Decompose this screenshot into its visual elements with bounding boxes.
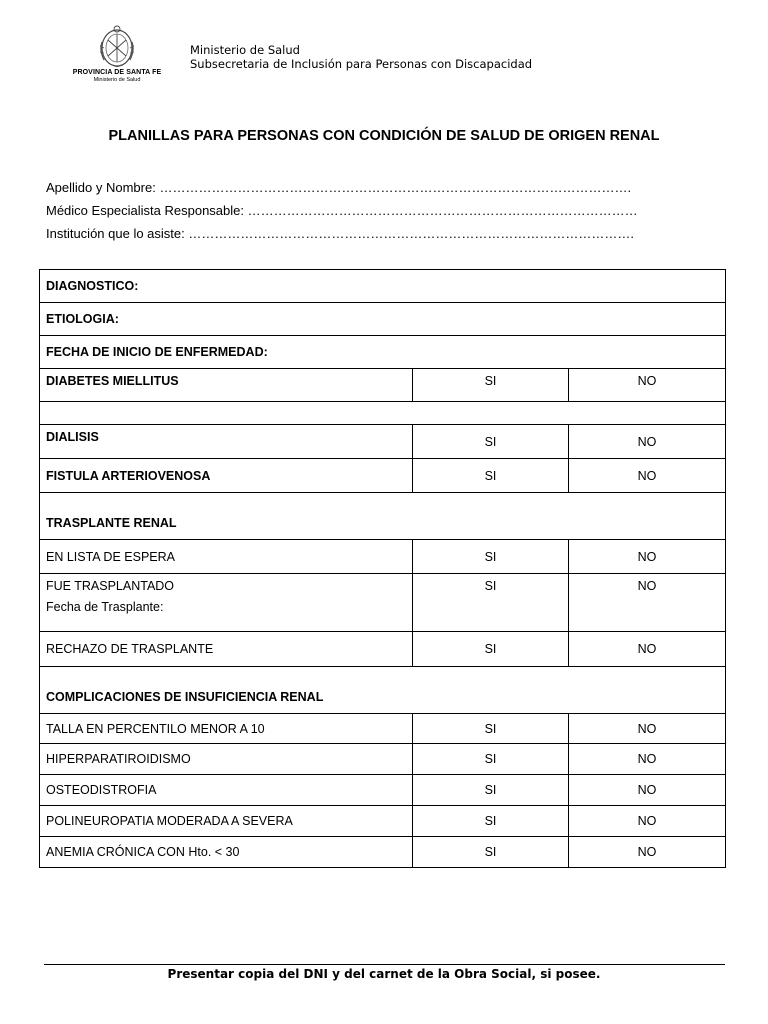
diagnostico-label[interactable]: DIAGNOSTICO:	[40, 270, 726, 303]
patient-fields	[46, 176, 638, 245]
table-row	[40, 493, 726, 540]
dialisis-label: DIALISIS	[40, 425, 413, 459]
fistula-label: FISTULA ARTERIOVENOSA	[40, 459, 413, 493]
osteodistrofia-no[interactable]: NO	[569, 775, 726, 806]
table-row	[40, 806, 726, 837]
rechazo-si[interactable]: SI	[413, 632, 569, 667]
lista-espera-no[interactable]: NO	[569, 540, 726, 574]
complicaciones-heading: COMPLICACIONES DE INSUFICIENCIA RENAL	[40, 667, 726, 714]
fecha-inicio-label[interactable]: FECHA DE INICIO DE ENFERMEDAD:	[40, 336, 726, 369]
diabetes-si[interactable]: SI	[413, 369, 569, 402]
etiologia-label[interactable]: ETIOLOGIA:	[40, 303, 726, 336]
lista-espera-label: EN LISTA DE ESPERA	[40, 540, 413, 574]
anemia-label: ANEMIA CRÓNICA CON Hto. < 30	[40, 837, 413, 868]
santa-fe-logo	[62, 24, 172, 83]
header-text	[190, 43, 532, 71]
osteodistrofia-label: OSTEODISTROFIA	[40, 775, 413, 806]
fistula-si[interactable]: SI	[413, 459, 569, 493]
dialisis-no[interactable]: NO	[569, 425, 726, 459]
hiperparatiroidismo-label: HIPERPARATIROIDISMO	[40, 744, 413, 775]
coat-of-arms-icon	[96, 24, 138, 68]
trasplante-heading: TRASPLANTE RENAL	[40, 493, 726, 540]
diabetes-no[interactable]: NO	[569, 369, 726, 402]
logo-province-text: PROVINCIA DE SANTA FE	[72, 69, 162, 76]
table-row	[40, 632, 726, 667]
anemia-no[interactable]: NO	[569, 837, 726, 868]
fecha-trasplante-label[interactable]: Fecha de Trasplante:	[46, 600, 164, 614]
table-row	[40, 714, 726, 744]
table-row	[40, 540, 726, 574]
fue-trasplantado-no[interactable]: NO	[569, 574, 726, 632]
field-apellido-nombre[interactable]: Apellido y Nombre: ……………………………………………………………………………………………….	[46, 180, 632, 195]
table-row	[40, 369, 726, 402]
table-row-spacer	[40, 402, 726, 425]
table-row	[40, 425, 726, 459]
talla-si[interactable]: SI	[413, 714, 569, 744]
subsecretaria-name: Subsecretaria de Inclusión para Personas con Discapacidad	[190, 57, 533, 71]
table-row	[40, 459, 726, 493]
fistula-no[interactable]: NO	[569, 459, 726, 493]
rechazo-label: RECHAZO DE TRASPLANTE	[40, 632, 413, 667]
field-medico-responsable[interactable]: Médico Especialista Responsable: ………………………………………………………………………………	[46, 203, 638, 218]
anemia-si[interactable]: SI	[413, 837, 569, 868]
dialisis-si[interactable]: SI	[413, 425, 569, 459]
talla-no[interactable]: NO	[569, 714, 726, 744]
table-row	[40, 303, 726, 336]
table-row	[40, 270, 726, 303]
diabetes-label: DIABETES MIELLITUS	[40, 369, 413, 402]
table-row	[40, 775, 726, 806]
fue-trasplantado-cell	[40, 574, 413, 632]
page-title: PLANILLAS PARA PERSONAS CON CONDICIÓN DE SALUD DE ORIGEN RENAL	[108, 128, 660, 144]
logo-ministry-text: Ministerio de Salud	[93, 77, 141, 83]
hiperparatiroidismo-si[interactable]: SI	[413, 744, 569, 775]
field-institucion[interactable]: Institución que lo asiste: ………………………………………………………………………………………….	[46, 226, 634, 241]
table-row	[40, 336, 726, 369]
talla-label: TALLA EN PERCENTILO MENOR A 10	[40, 714, 413, 744]
footer-note: Presentar copia del DNI y del carnet de la Obra Social, si posee.	[167, 967, 601, 981]
polineuropatia-si[interactable]: SI	[413, 806, 569, 837]
polineuropatia-no[interactable]: NO	[569, 806, 726, 837]
fue-trasplantado-si[interactable]: SI	[413, 574, 569, 632]
fue-trasplantado-label: FUE TRASPLANTADO	[46, 579, 175, 593]
osteodistrofia-si[interactable]: SI	[413, 775, 569, 806]
table-row	[40, 837, 726, 868]
renal-form-table	[39, 269, 726, 868]
polineuropatia-label: POLINEUROPATIA MODERADA A SEVERA	[40, 806, 413, 837]
rechazo-no[interactable]: NO	[569, 632, 726, 667]
hiperparatiroidismo-no[interactable]: NO	[569, 744, 726, 775]
empty-cell	[40, 402, 726, 425]
table-row	[40, 667, 726, 714]
ministry-name: Ministerio de Salud	[190, 43, 300, 57]
footer-divider	[44, 964, 725, 965]
table-row	[40, 574, 726, 632]
table-row	[40, 744, 726, 775]
lista-espera-si[interactable]: SI	[413, 540, 569, 574]
